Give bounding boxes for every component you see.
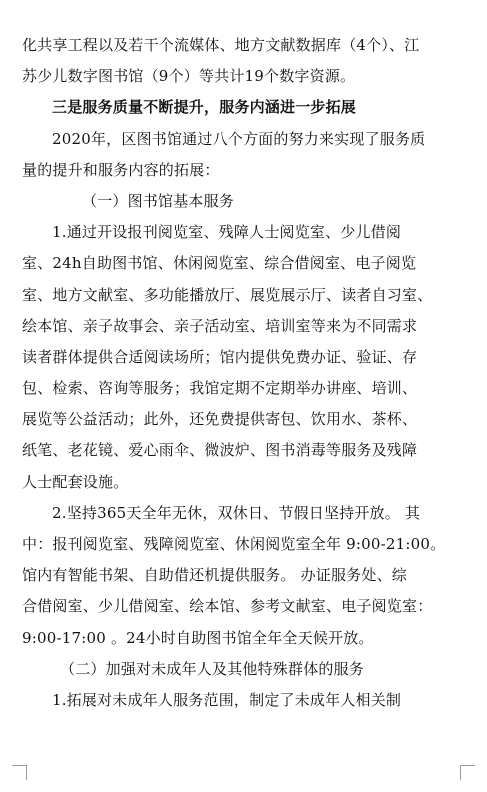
body-line: 苏少儿数字图书馆（9个）等共计19个数字资源。 — [22, 67, 356, 86]
paragraph-first-line: 2.坚持365天全年无休，双休日、节假日坚持开放。 其 — [52, 503, 421, 522]
body-line: 纸笔、老花镜、爱心雨伞、微波炉、图书消毒等服务及残障 — [22, 441, 418, 460]
body-line: 人士配套设施。 — [22, 472, 129, 491]
body-line: 室、24h自助图书馆、休闲阅览室、综合借阅室、电子阅览 — [22, 254, 417, 273]
paragraph-first-line: 2020年，区图书馆通过八个方面的努力来实现了服务质 — [52, 129, 426, 148]
body-line: 室、地方文献室、多功能播放厅、展览展示厅、读者自习室、 — [22, 285, 433, 304]
paragraph-first-line: 1.拓展对未成年人服务范围，制定了未成年人相关制 — [52, 690, 402, 709]
body-line: 化共享工程以及若干个流媒体、地方文献数据库（4个）、江 — [22, 36, 420, 54]
document-body — [22, 30, 468, 716]
crop-mark-bottom-right — [460, 765, 475, 780]
body-line: 展览等公益活动；此外，还免费提供寄包、饮用水、茶杯、 — [22, 410, 418, 429]
paragraph-first-line: 1.通过开设报刊阅览室、残障人士阅览室、少儿借阅 — [52, 223, 402, 242]
body-line: 合借阅室、少儿借阅室、绘本馆、参考文献室、电子阅览室： — [22, 597, 433, 616]
body-line: 读者群体提供合适阅读场所；馆内提供免费办证、验证、存 — [22, 347, 418, 366]
body-line: 绘本馆、亲子故事会、亲子活动室、培训室等来为不同需求 — [22, 316, 418, 335]
body-line: 包、检索、咨询等服务；我馆定期不定期举办讲座、培训、 — [22, 379, 418, 398]
subsection-heading: （二）加强对未成年人及其他特殊群体的服务 — [60, 659, 365, 678]
body-line: 中：报刊阅览室、残障阅览室、休闲阅览室全年 9:00-21:00。 — [22, 535, 446, 553]
section-heading: 三是服务质量不断提升，服务内涵进一步拓展 — [52, 98, 357, 117]
body-line: 量的提升和服务内容的拓展： — [22, 160, 220, 179]
body-line: 9:00-17:00 。24小时自助图书馆全年全天候开放。 — [22, 628, 374, 647]
crop-mark-bottom-left — [12, 765, 27, 780]
body-line: 馆内有智能书架、自助借还机提供服务。 办证服务处、综 — [22, 566, 407, 585]
subsection-heading: （一）图书馆基本服务 — [82, 191, 235, 210]
